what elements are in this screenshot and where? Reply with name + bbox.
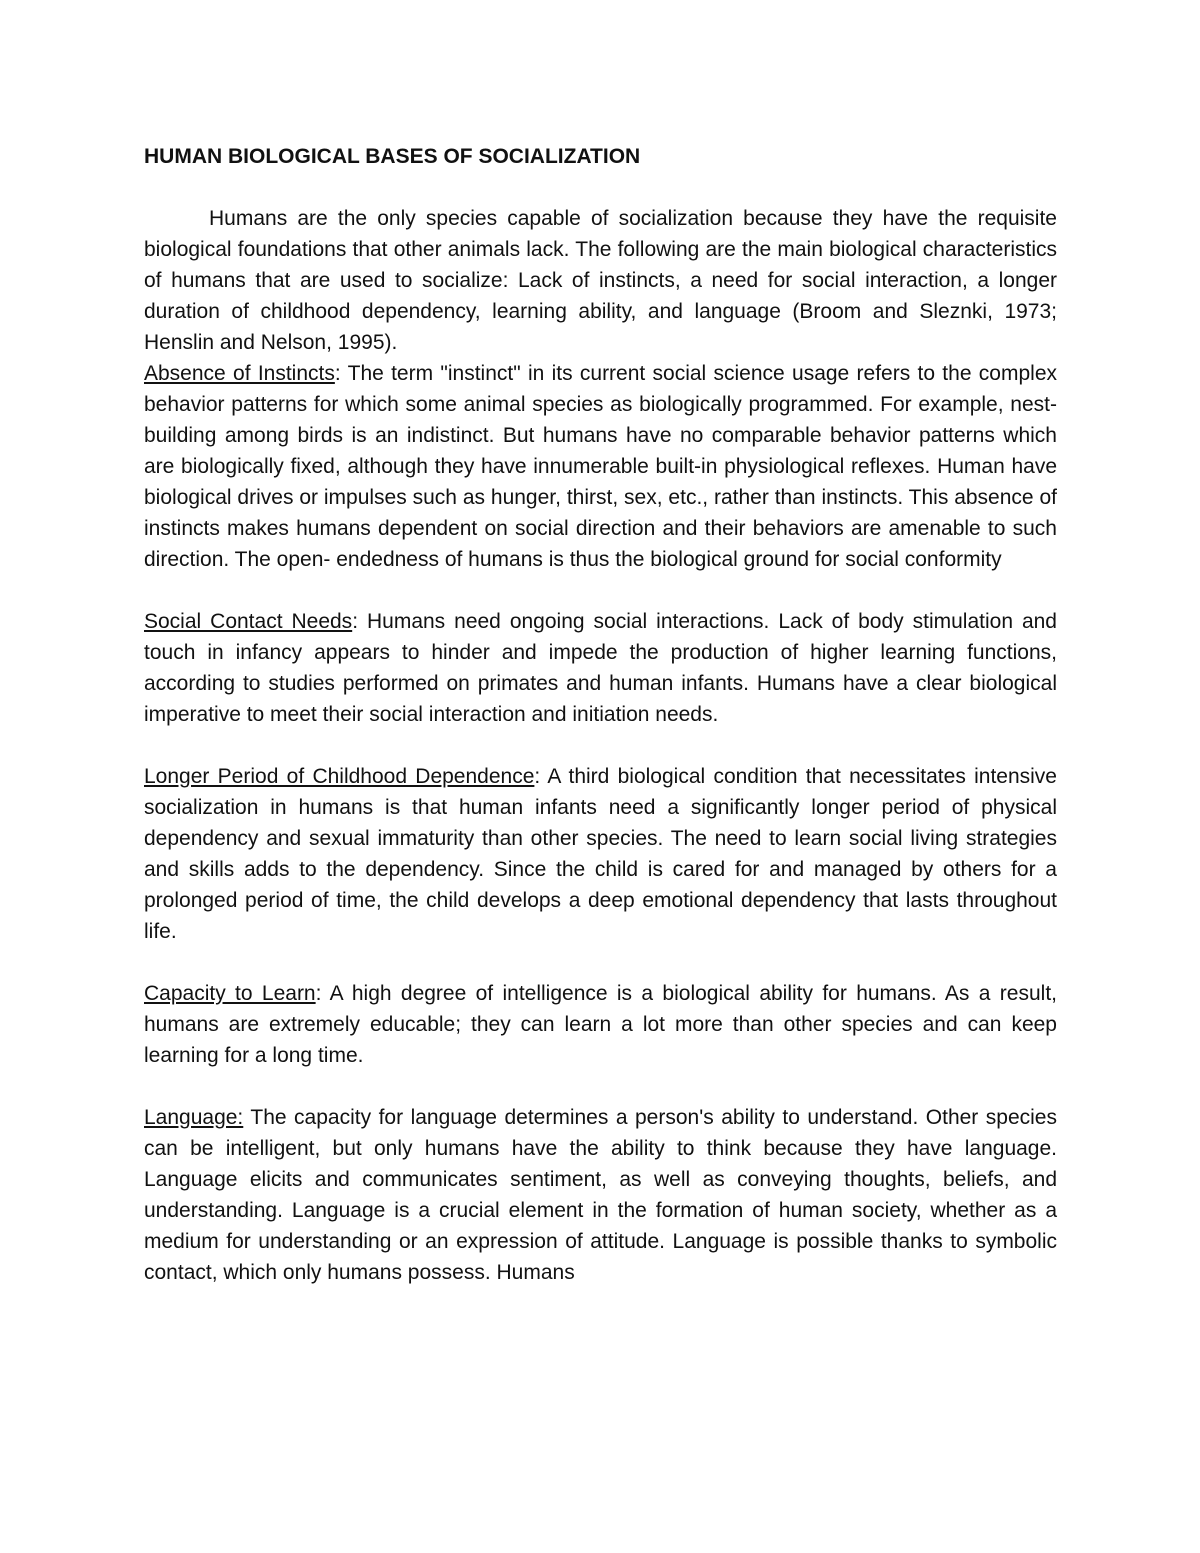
- section-separator: :: [334, 362, 341, 385]
- section-capacity-to-learn: [144, 978, 1057, 1071]
- section-separator: :: [315, 982, 322, 1005]
- section-body: Humans need ongoing social interactions. Lack of body stimulation and touch in infancy appears to hinder and impede the production of higher learning functions, according to studies performed on primates and human infants. Humans have a clear biological imperative to meet their social interaction and initiation needs.: [144, 610, 1057, 726]
- section-absence-of-instincts: [144, 358, 1057, 575]
- section-body: A high degree of intelligence is a biological ability for humans. As a result, humans are extremely educable; they can learn a lot more than other species and can keep learning for a long time.: [144, 982, 1057, 1067]
- section-body: A third biological condition that necessitates intensive socialization in humans is that human infants need a significantly longer period of physical dependency and sexual immaturity than other species. The need to learn social living strategies and skills adds to the dependency. Since the child is cared for and managed by others for a prolonged period of time, the child develops a deep emotional dependency that lasts throughout life.: [144, 765, 1057, 943]
- section-separator: :: [352, 610, 359, 633]
- section-language: [144, 1102, 1057, 1288]
- intro-paragraph: Humans are the only species capable of socialization because they have the requisite biological foundations that other animals lack. The following are the main biological characteristics of humans that are used to socialize: Lack of instincts, a need for social interaction, a longer duration of childhood dependency, learning ability, and language (Broom and Sleznki, 1973; Henslin and Nelson, 1995).: [144, 207, 1057, 354]
- section-heading: Language:: [144, 1106, 244, 1129]
- section-heading: Longer Period of Childhood Dependence: [144, 765, 535, 788]
- section-heading: Social Contact Needs: [144, 610, 353, 633]
- section-body: The capacity for language determines a person's ability to understand. Other species can be intelligent, but only humans have the ability to think because they have language. Language elicits and communicates sentiment, as well as conveying thoughts, beliefs, and understanding. Language is a crucial element in the formation of human society, whether as a medium for understanding or an expression of attitude. Language is possible thanks to symbolic contact, which only humans possess. Humans: [144, 1106, 1057, 1284]
- document-body: [144, 141, 1057, 1288]
- section-separator: :: [534, 765, 541, 788]
- document-title: HUMAN BIOLOGICAL BASES OF SOCIALIZATION: [144, 145, 641, 168]
- section-social-contact-needs: [144, 606, 1057, 730]
- section-heading: Absence of Instincts: [144, 362, 335, 385]
- section-childhood-dependence: [144, 761, 1057, 947]
- section-heading: Capacity to Learn: [144, 982, 316, 1005]
- section-body: The term "instinct" in its current social science usage refers to the complex behavior patterns for which some animal species as biologically programmed. For example, nest-building among birds is an indistinct. But humans have no comparable behavior patterns which are biologically fixed, although they have innumerable built-in physiological reflexes. Human have biological drives or impulses such as hunger, thirst, sex, etc., rather than instincts. This absence of instincts makes humans dependent on social direction and their behaviors are amenable to such direction. The open- endedness of humans is thus the biological ground for social conformity: [144, 362, 1057, 571]
